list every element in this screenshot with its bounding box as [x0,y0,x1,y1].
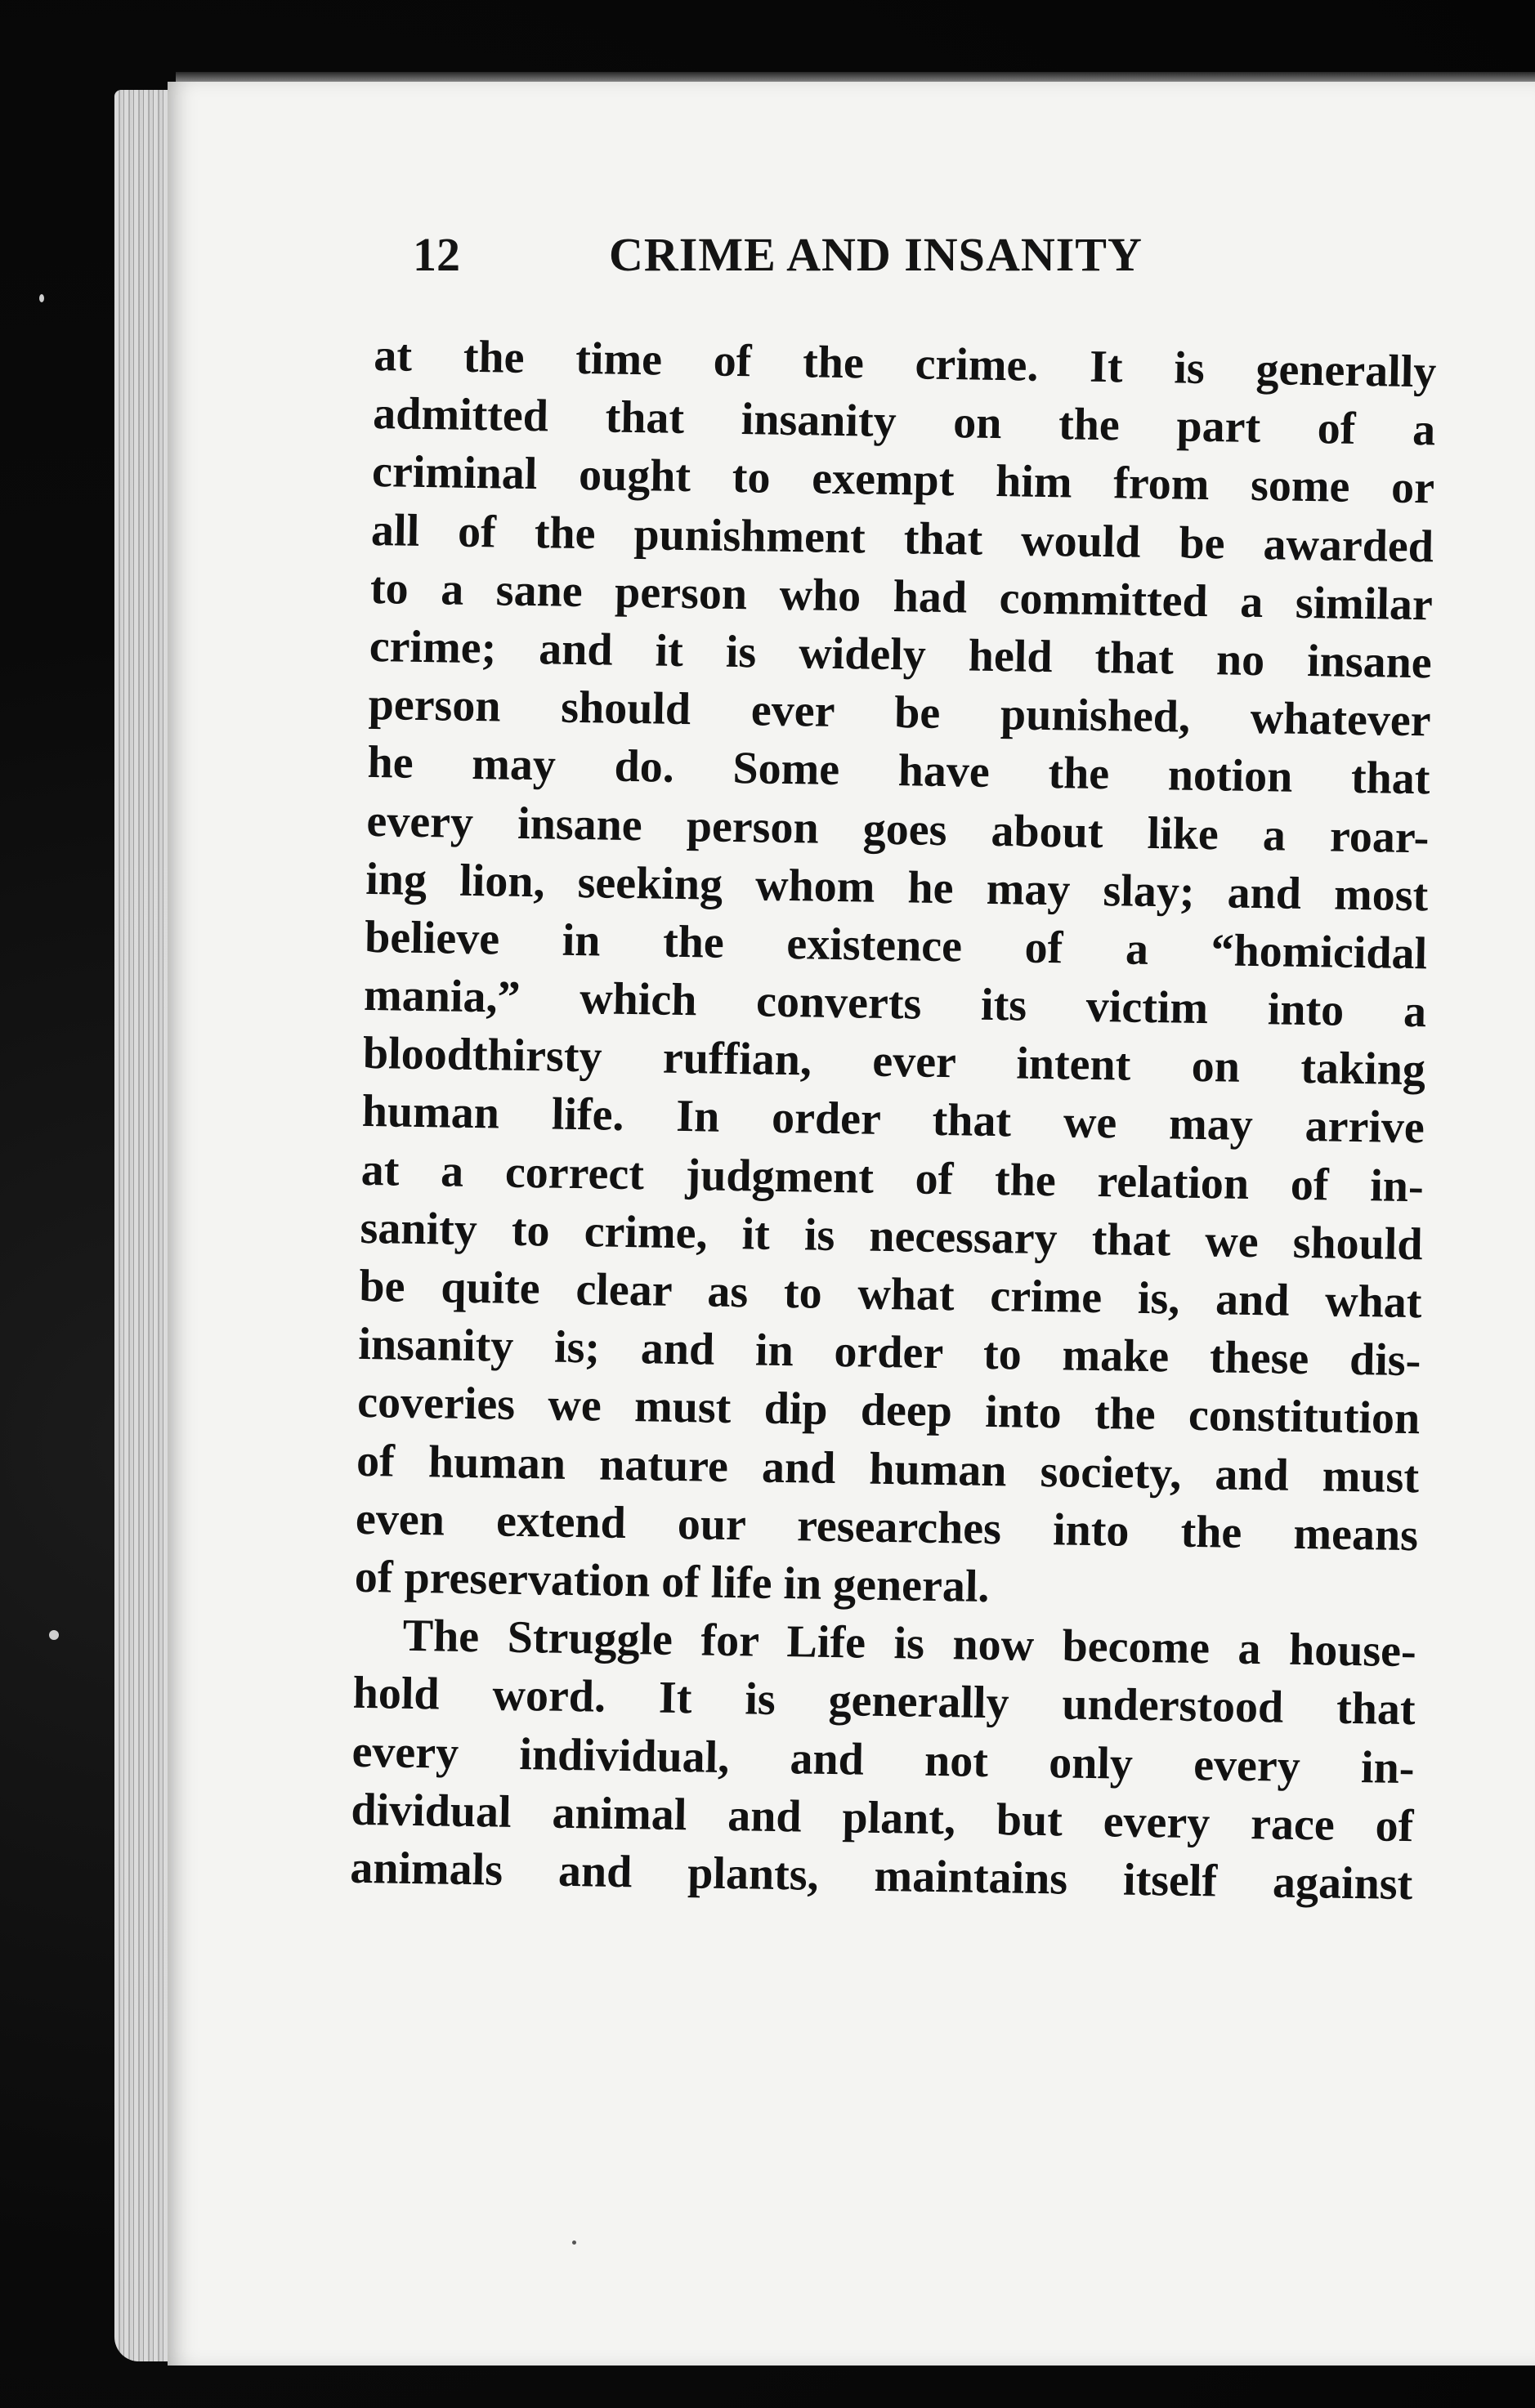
text-line: at a correct judgment of the relation of in- [360,1144,1425,1212]
text-line: human life. In order that we may arrive [361,1086,1425,1154]
body-text [350,327,1437,1914]
text-line: sanity to crime, it is necessary that we should [360,1202,1424,1271]
running-head [413,222,1263,288]
page-number: 12 [413,228,460,281]
text-line: bloodthirsty ruffian, ever intent on taking [362,1028,1426,1096]
running-title: CRIME AND INSANITY [609,228,1143,281]
text-line: admitted that insanity on the part of a [372,388,1436,456]
text-line: of human nature and human society, and must [356,1435,1420,1503]
text-line: he may do. Some have the notion that [367,737,1430,805]
text-line: The Struggle for Life is now become a house- [402,1610,1417,1678]
text-line: at the time of the crime. It is generally [373,329,1437,398]
dust-speck [39,294,44,302]
text-line: every individual, and not only every in- [351,1726,1415,1794]
text-line: animals and plants, maintains itself against [349,1842,1413,1910]
dust-speck [572,2240,576,2245]
text-line: coveries we must dip deep into the constitution [356,1377,1421,1445]
text-line: dividual animal and plant, but every race of [351,1784,1414,1852]
text-line: believe in the existence of a “homicidal [364,911,1428,980]
text-line: of preservation of life in general. [354,1551,990,1612]
text-line: all of the punishment that would be awarded [370,504,1434,572]
text-line: even extend our researches into the means [355,1493,1419,1561]
text-line: crime; and it is widely held that no insane [369,620,1433,689]
text-line: hold word. It is generally understood that [352,1668,1416,1736]
dust-speck [49,1630,59,1640]
text-line: be quite clear as to what crime is, and what [359,1260,1422,1329]
text-line: mania,” which converts its victim into a [363,969,1427,1038]
text-line: criminal ought to exempt him from some or [371,446,1435,514]
text-line: insanity is; and in order to make these dis- [357,1319,1421,1387]
text-line: to a sane person who had committed a similar [369,562,1434,631]
text-line: ing lion, seeking whom he may slay; and most [365,853,1429,922]
text-line: person should ever be punished, whatever [368,679,1432,747]
text-line: every insane person goes about like a roar- [366,795,1430,863]
